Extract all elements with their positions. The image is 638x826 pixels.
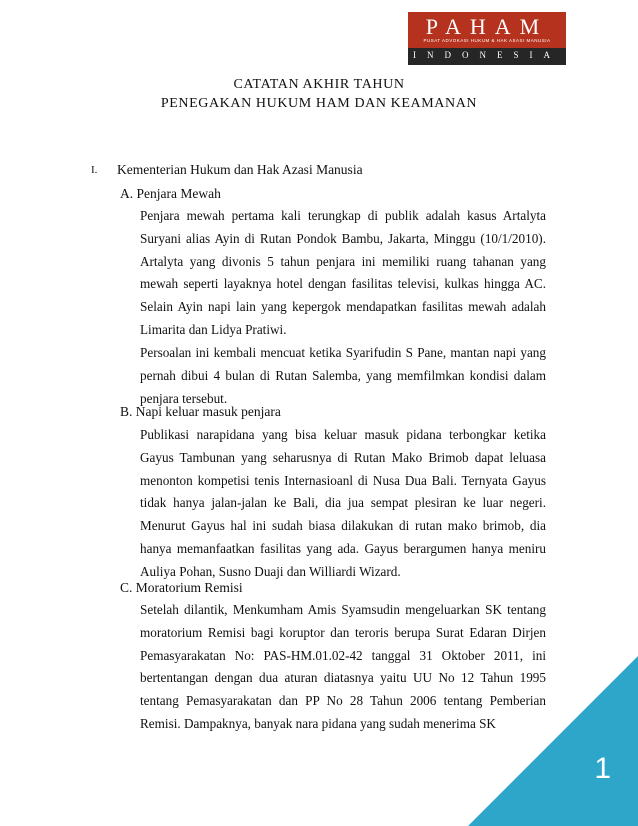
subsection-a-paragraph-1: Penjara mewah pertama kali terungkap di publik adalah kasus Artalyta Suryani alias Ayin di Rutan Pondok Bambu, Jakarta, Minggu (10/1/2010). Artalyta yang divonis 5 tahun penjara ini memiliki ruang tahanan yang mewah seperti layaknya hotel dengan fasilitas televisi, kulkas hingga AC. Selain Ayin napi lain yang kepergok mendapatkan fasilitas mewah adalah Limarita dan Lidya Pratiwi. bbox=[140, 208, 546, 337]
subsection-b-heading: B. Napi keluar masuk penjara bbox=[120, 404, 281, 419]
logo-country: INDONESIA bbox=[413, 50, 561, 60]
subsection-c-paragraph-1: Setelah dilantik, Menkumham Amis Syamsudin mengeluarkan SK tentang moratorium Remisi bagi koruptor dan teroris berupa Surat Edaran Dirjen Pemasyarakatan No: PAS-HM.01.02-42 tanggal 31 Oktober 2011, ini bertentangan dengan dua aturan diatasnya yaitu UU No 12 Tahun 1995 tentang Pemasyarakatan dan PP No 28 Tahun 2006 tentang Pemberian Remisi. Dampaknya, banyak nara pidana yang sudah menerima SK bbox=[140, 602, 546, 731]
section-heading: Kementerian Hukum dan Hak Azasi Manusia bbox=[117, 162, 363, 177]
subsection-c-heading: C. Moratorium Remisi bbox=[120, 580, 243, 595]
paham-logo bbox=[408, 12, 566, 65]
document-title-line2: PENEGAKAN HUKUM HAM DAN KEAMANAN bbox=[160, 96, 478, 111]
subsection-a-heading: A. Penjara Mewah bbox=[120, 186, 221, 201]
logo-tagline: PUSAT ADVOKASI HUKUM & HAK ASASI MANUSIA bbox=[423, 38, 551, 43]
subsection-b-paragraph-1: Publikasi narapidana yang bisa keluar masuk pidana terbongkar ketika Gayus Tambunan yang seharusnya di Rutan Mako Brimob dapat leluasa menonton kompetisi tenis Internasioanl di Nusa Dua Bali. Ternyata Gayus tidak hanya jalan-jalan ke Bali, dia jua sempat plesiran ke luar negeri. Menurut Gayus hal ini sudah biasa dilakukan di rutan mako brimob, dia hanya memanfaatkan fasilitas yang ada. Gayus berargumen hanya meniru Auliya Pohan, Susno Duaji dan Williardi Wizard. bbox=[140, 427, 546, 579]
subsection-a-paragraph-2: Persoalan ini kembali mencuat ketika Syarifudin S Pane, mantan napi yang pernah dibui 4 bulan di Rutan Salemba, yang memfilmkan kondisi dalam penjara tersebut. bbox=[140, 345, 546, 406]
logo-red-band bbox=[408, 12, 566, 48]
section-number: I. bbox=[91, 164, 98, 176]
document-title-line1: CATATAN AKHIR TAHUN bbox=[233, 77, 405, 92]
logo-dark-band bbox=[408, 48, 566, 65]
page-corner-decoration bbox=[468, 656, 638, 826]
logo-wordmark: PAHAM bbox=[425, 14, 549, 39]
page-number: 1 bbox=[594, 752, 611, 785]
